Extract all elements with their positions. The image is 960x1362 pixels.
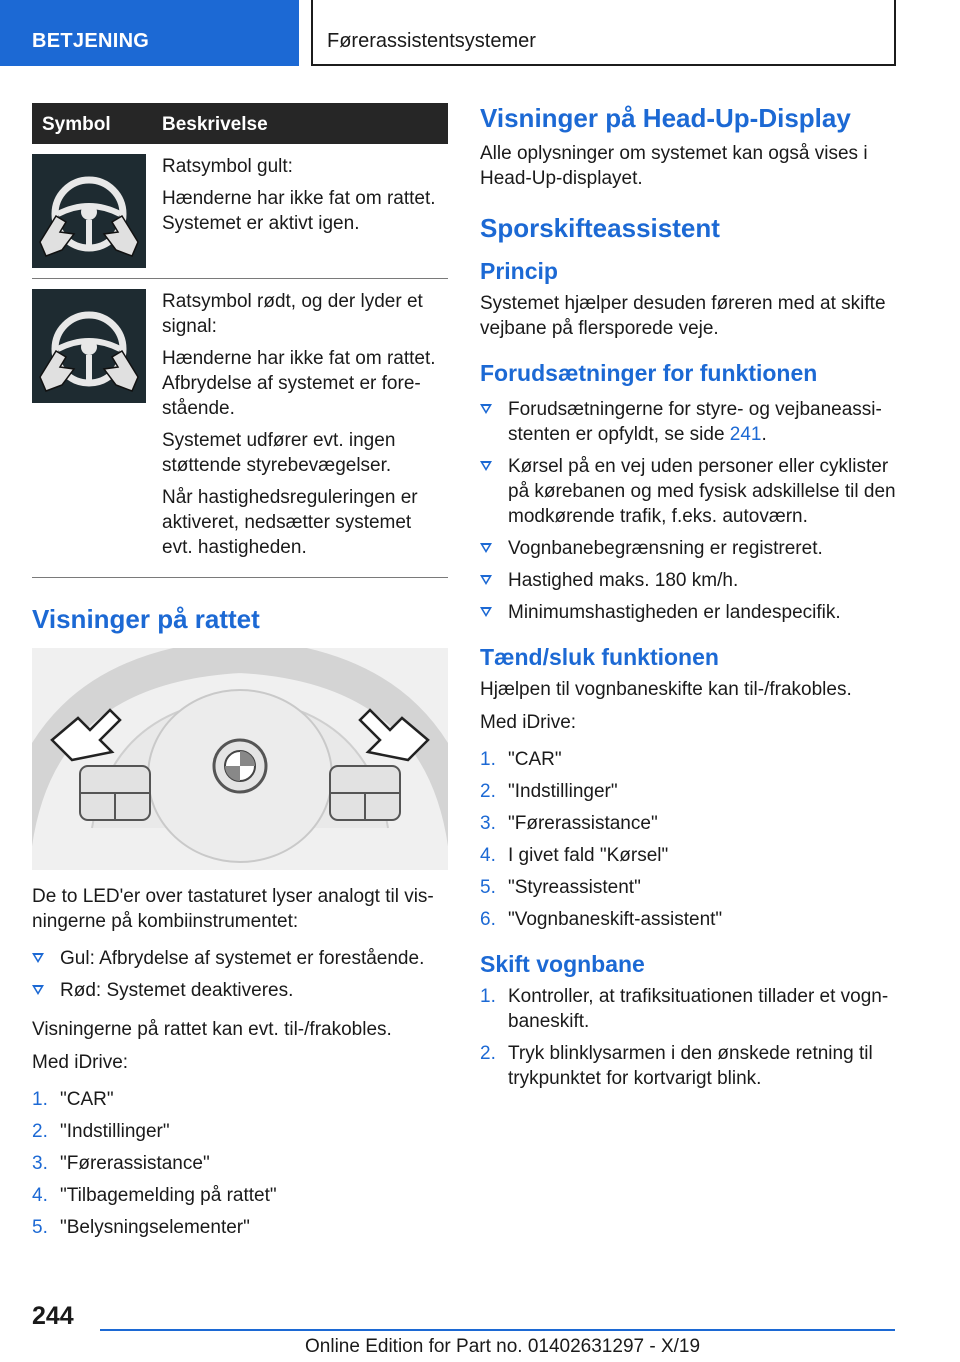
list-item: 2. Tryk blinklysarmen i den ønskede retning til trykpunktet for kortvarigt blink. [480,1043,873,1089]
list-item: 5. "Styreassistent" [480,877,641,898]
triangle-bullet-icon [480,461,492,471]
table-row-text: Hænderne har ikke fat om rattet. Afbrydelse af systemet er fore-stående. [162,348,436,419]
table-row [32,144,448,279]
table-row-text: Når hastighedsreguleringen er aktiveret, nedsætter systemet evt. hastigheden. [162,487,418,558]
table-header-symbol: Symbol [42,114,111,135]
table-header-description: Beskrivelse [162,114,268,135]
principle-text: Systemet hjælper desuden føreren med at skifte vejbane på flersporede veje. [480,293,886,339]
list-item: 1. "CAR" [480,749,562,770]
requirements-list [480,397,900,625]
table-row-text: Hænderne har ikke fat om rattet. Systemet er aktivt igen. [162,188,436,234]
on-off-heading: Tænd/sluk funktionen [480,644,719,670]
idrive-label: Med iDrive: [480,712,577,733]
lane-change-assistant-heading: Sporskifteassistent [480,213,720,243]
left-column [32,103,448,1247]
requirements-heading: Forudsætninger for funktionen [480,360,818,386]
list-item: 5. "Belysningselementer" [32,1217,250,1238]
on-off-text: Hjælpen til vognbaneskifte kan til-/frakobles. [480,679,852,700]
page-number: 244 [32,1302,74,1330]
hud-text: Alle oplysninger om systemet kan også vises i Head-Up-displayet. [480,143,868,189]
triangle-bullet-icon [480,543,492,553]
toggle-displays-text: Visningerne på rattet kan evt. til-/frakobles. [32,1019,392,1040]
steering-wheel-hands-yellow-icon [32,154,146,268]
table-row-text: Ratsymbol gult: [162,156,293,177]
list-item: 2. "Indstillinger" [32,1121,170,1142]
principle-heading: Princip [480,258,558,284]
triangle-bullet-icon [480,575,492,585]
triangle-bullet-icon [32,953,44,963]
footer-edition-text: Online Edition for Part no. 01402631297 - X/19 [305,1336,701,1357]
on-off-steps-list [480,747,900,932]
header-chapter-label: Førerassistentsystemer [327,30,536,52]
list-item: 1. Kontroller, at trafiksituationen tillader et vogn-baneskift. [480,986,889,1032]
change-lane-steps-list [480,984,900,1091]
header-section-label: BETJENING [32,30,150,52]
list-item: 3. "Førerassistance" [480,813,658,834]
list-item: Minimumshastigheden er landespecifik. [480,600,900,625]
triangle-bullet-icon [32,985,44,995]
led-bullet-list [32,946,448,1003]
list-item: Forudsætningerne for styre- og vejbaneassi-stenten er opfyldt, se side 241. [480,397,900,447]
list-item: 4. I givet fald "Kørsel" [480,845,669,866]
steering-wheel-led-arrows-icon [32,648,448,870]
table-row-text: Systemet udfører evt. ingen støttende styrebevægelser. [162,430,396,476]
list-item: Kørsel på en vej uden personer eller cyklister på kørebanen og med fysisk adskillelse til den modkørende trafik, f.eks. autoværn. [480,454,900,529]
list-item: 3. "Førerassistance" [32,1153,210,1174]
steering-wheel-displays-heading: Visninger på rattet [32,604,260,634]
list-item: Hastighed maks. 180 km/h. [480,568,900,593]
list-item: 2. "Indstillinger" [480,781,618,802]
list-item: 4. "Tilbagemelding på rattet" [32,1185,277,1206]
list-item: 1. "CAR" [32,1089,114,1110]
list-item: 6. "Vognbaneskift-assistent" [480,909,723,930]
triangle-bullet-icon [480,607,492,617]
symbol-table-header [32,103,448,144]
footer-divider [100,1329,895,1331]
change-lane-heading: Skift vognbane [480,951,645,977]
idrive-steps-list [32,1087,448,1240]
table-row-text: Ratsymbol rødt, og der lyder et signal: [162,291,423,337]
idrive-label: Med iDrive: [32,1052,129,1073]
page-reference-link[interactable]: 241 [729,424,762,445]
steering-wheel-hands-red-icon [32,289,146,403]
right-column [480,103,900,1098]
list-item: Vognbanebegrænsning er registreret. [480,536,900,561]
led-intro-text: De to LED'er over tastaturet lyser analogt til vis-ningerne på kombiinstrumentet: [32,886,434,932]
triangle-bullet-icon [480,404,492,414]
hud-heading: Visninger på Head-Up-Display [480,103,851,133]
table-row [32,279,448,578]
header-chapter-box [311,0,896,66]
list-item: Rød: Systemet deaktiveres. [32,978,448,1003]
list-item: Gul: Afbrydelse af systemet er forestående. [32,946,448,971]
header-section-tab [0,0,299,66]
